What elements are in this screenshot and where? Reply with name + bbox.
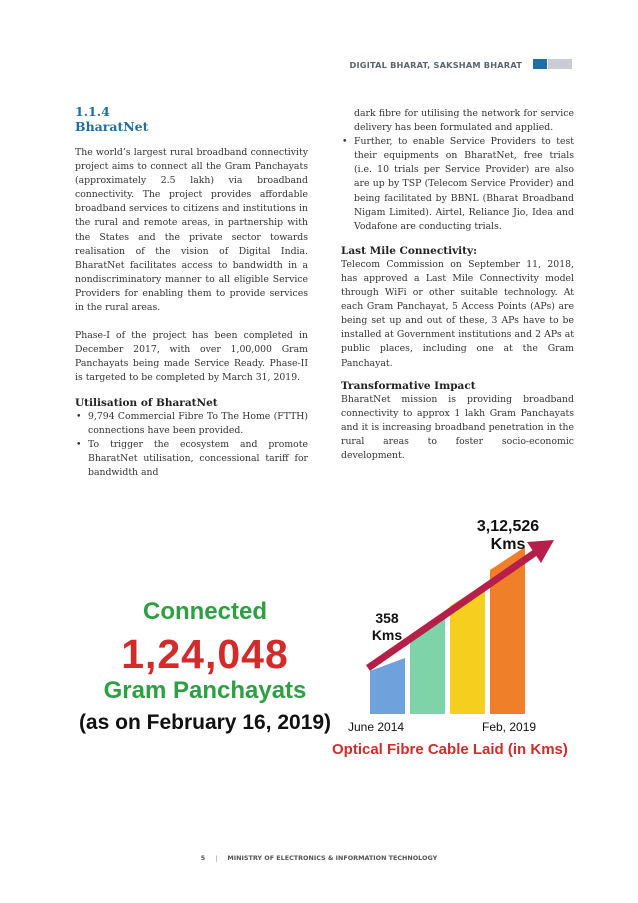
section-title: BharatNet bbox=[75, 119, 149, 134]
trials-list bbox=[341, 135, 574, 234]
ofc-growth-chart bbox=[332, 500, 600, 770]
header-accent-bar bbox=[533, 59, 547, 69]
connected-label: Connected bbox=[142, 598, 267, 625]
impact-heading: Transformative Impact bbox=[341, 379, 476, 392]
end-unit: Kms bbox=[490, 536, 526, 553]
section-number: 1.1.4 bbox=[75, 104, 110, 119]
chart-title: Optical Fibre Cable Laid (in Kms) bbox=[332, 741, 568, 758]
utilisation-list bbox=[75, 410, 308, 480]
left-column bbox=[75, 104, 308, 480]
footer-separator: | bbox=[215, 854, 218, 862]
utilisation-heading: Utilisation of BharatNet bbox=[75, 396, 218, 409]
last-mile-heading: Last Mile Connectivity: bbox=[341, 244, 477, 257]
start-date-label: June 2014 bbox=[348, 720, 405, 734]
connected-count: 1,24,048 bbox=[121, 631, 289, 677]
gram-panchayats-label: Gram Panchayats bbox=[103, 677, 307, 704]
header-accent-bar-gray bbox=[548, 59, 572, 69]
end-value: 3,12,526 bbox=[476, 518, 540, 535]
bullet-trials: • Further, to enable Service Providers to test their equipments on BharatNet, free trials (i.e. 10 trials per Service Provider) are also are up by TSP (Telecom Service Provider) and being facilitated by BBNL (Bharat Broadband Nigam Limited). Airtel, Reliance Jio, Idea and Vodafone are conducting trials. bbox=[341, 135, 574, 234]
page-footer bbox=[0, 854, 638, 862]
right-column bbox=[341, 107, 574, 463]
end-date-label: Feb, 2019 bbox=[482, 720, 537, 734]
footer-org: MINISTRY OF ELECTRONICS & INFORMATION TECHNOLOGY bbox=[227, 854, 438, 862]
paragraph-phase: Phase-I of the project has been completed in December 2017, with over 1,00,000 Gram Panchayats being made Service Ready. Phase-II is targeted to be completed by March 31, 2019. bbox=[75, 330, 308, 384]
bullet-ftth: • 9,794 Commercial Fibre To The Home (FTTH) connections have been provided. bbox=[75, 410, 308, 438]
running-header: DIGITAL BHARAT, SAKSHAM BHARAT bbox=[349, 60, 522, 70]
last-mile-paragraph: Telecom Commission on September 11, 2018, has approved a Last Mile Connectivity model through WiFi or other suitable technology. At each Gram Panchayat, 5 Access Points (APs) are being set up and out of these, 3 APs have to be installed at Government institutions and 2 APs at public places, including one at the Gram Panchayat. bbox=[341, 258, 574, 369]
bullet-continuation: dark fibre for utilising the network for service delivery has been formulated and applied. bbox=[354, 108, 574, 134]
impact-paragraph: BharatNet mission is providing broadband connectivity to approx 1 lakh Gram Panchayats and it is increasing broadband penetration in the rural areas to foster socio-economic development. bbox=[341, 393, 574, 461]
start-unit: Kms bbox=[371, 627, 403, 643]
page-number: 5 bbox=[200, 854, 206, 862]
as-on-date: (as on February 16, 2019) bbox=[78, 711, 332, 734]
bullet-ecosystem: • To trigger the ecosystem and promote BharatNet utilisation, concessional tariff for bandwidth and bbox=[75, 438, 308, 480]
paragraph-intro: The world’s largest rural broadband connectivity project aims to connect all the Gram Panchayats (approximately 2.5 lakh) via broadband connectivity. The project provides affordable broadband services to citizens and institutions in the rural and remote areas, in partnership with the States and the private sector towards realisation of the vision of Digital India. BharatNet facilitates access to bandwidth in a nondiscriminatory manner to all eligible Service Providers for enabling them to provide services in the rural areas. bbox=[75, 147, 308, 314]
start-value: 358 bbox=[375, 610, 399, 626]
